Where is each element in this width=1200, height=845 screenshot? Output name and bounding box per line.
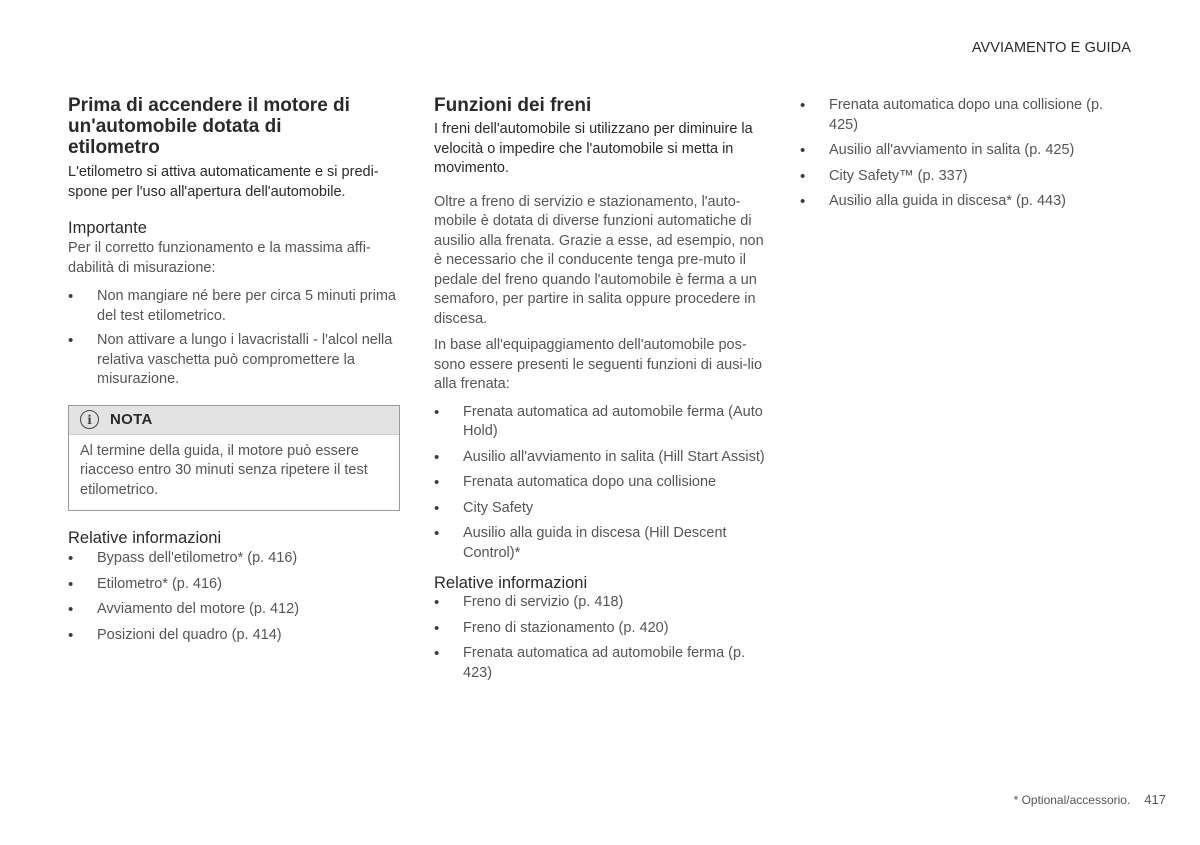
related-list — [800, 96, 1130, 212]
related-link[interactable]: • Ausilio alla guida in discesa* (p. 443) — [800, 192, 1130, 212]
related-list — [68, 549, 402, 645]
note-box — [68, 405, 400, 512]
related-link[interactable]: • City Safety™ (p. 337) — [800, 167, 1130, 187]
related-link[interactable]: • Etilometro* (p. 416) — [68, 575, 402, 595]
related-link[interactable]: • Freno di servizio (p. 418) — [434, 593, 768, 613]
list-item: • Frenata automatica dopo una collisione — [434, 473, 768, 493]
related-list — [434, 593, 768, 683]
lead-paragraph: I freni dell'automobile si utilizzano per diminuire la velocità o impedire che l'automobile si metta in movimento. — [434, 121, 753, 176]
page-number: 417 — [1144, 792, 1166, 807]
optional-footnote: * Optional/accessorio. — [1013, 793, 1131, 807]
info-icon: i — [80, 410, 99, 429]
important-heading: Importante — [68, 219, 147, 237]
note-text: Al termine della guida, il motore può essere riacceso entro 30 minuti senza ripetere il test etilometrico. — [80, 442, 368, 498]
page-footer — [1014, 792, 1166, 807]
lead-paragraph: L'etilometro si attiva automaticamente e si predi-spone per l'uso all'apertura dell'automobile. — [68, 164, 379, 200]
body-paragraph: Oltre a freno di servizio e stazionamento, l'auto-mobile è dotata di diverse funzioni automatiche di ausilio alla frenata. Grazie a esse, ad esempio, non è necessario che il conducente tenga pre-muto il pedale del freno quando l'automobile è ferma a un semaforo, per partire in salita oppure procedere in discesa. — [434, 193, 764, 327]
brake-functions-list — [434, 403, 768, 564]
list-item: • Non attivare a lungo i lavacristalli - l'alcol nella relativa vaschetta può compromettere la misurazione. — [68, 331, 402, 390]
related-heading: Relative informazioni — [68, 529, 222, 547]
column-breathalyzer — [68, 95, 402, 645]
list-item: • Ausilio alla guida in discesa (Hill Descent Control)* — [434, 524, 768, 563]
body-paragraph: In base all'equipaggiamento dell'automobile pos-sono essere presenti le seguenti funzioni di ausi-lio alla frenata: — [434, 337, 763, 392]
list-item: • Frenata automatica ad automobile ferma (Auto Hold) — [434, 403, 768, 442]
related-link[interactable]: • Frenata automatica dopo una collisione (p. 425) — [800, 96, 1130, 135]
related-link[interactable]: • Bypass dell'etilometro* (p. 416) — [68, 549, 402, 569]
related-link[interactable]: • Ausilio all'avviamento in salita (p. 425) — [800, 141, 1130, 161]
important-list — [68, 287, 402, 390]
column-related-continued — [800, 96, 1130, 212]
column-brake-functions — [434, 95, 768, 683]
section-title: Funzioni dei freni — [434, 95, 592, 116]
related-heading: Relative informazioni — [434, 574, 588, 592]
section-title: Prima di accendere il motore di un'automobile dotata di etilometro — [68, 95, 350, 158]
related-link[interactable]: • Freno di stazionamento (p. 420) — [434, 619, 768, 639]
note-title: NOTA — [110, 411, 153, 428]
section-header: AVVIAMENTO E GUIDA — [971, 40, 1131, 56]
note-header — [69, 406, 399, 435]
related-link[interactable]: • Avviamento del motore (p. 412) — [68, 600, 402, 620]
list-item: • Non mangiare né bere per circa 5 minuti prima del test etilometrico. — [68, 287, 402, 326]
related-link[interactable]: • Frenata automatica ad automobile ferma (p. 423) — [434, 644, 768, 683]
related-link[interactable]: • Posizioni del quadro (p. 414) — [68, 626, 402, 646]
important-text: Per il corretto funzionamento e la massima affi-dabilità di misurazione: — [68, 240, 371, 276]
list-item: • City Safety — [434, 499, 768, 519]
list-item: • Ausilio all'avviamento in salita (Hill Start Assist) — [434, 448, 768, 468]
